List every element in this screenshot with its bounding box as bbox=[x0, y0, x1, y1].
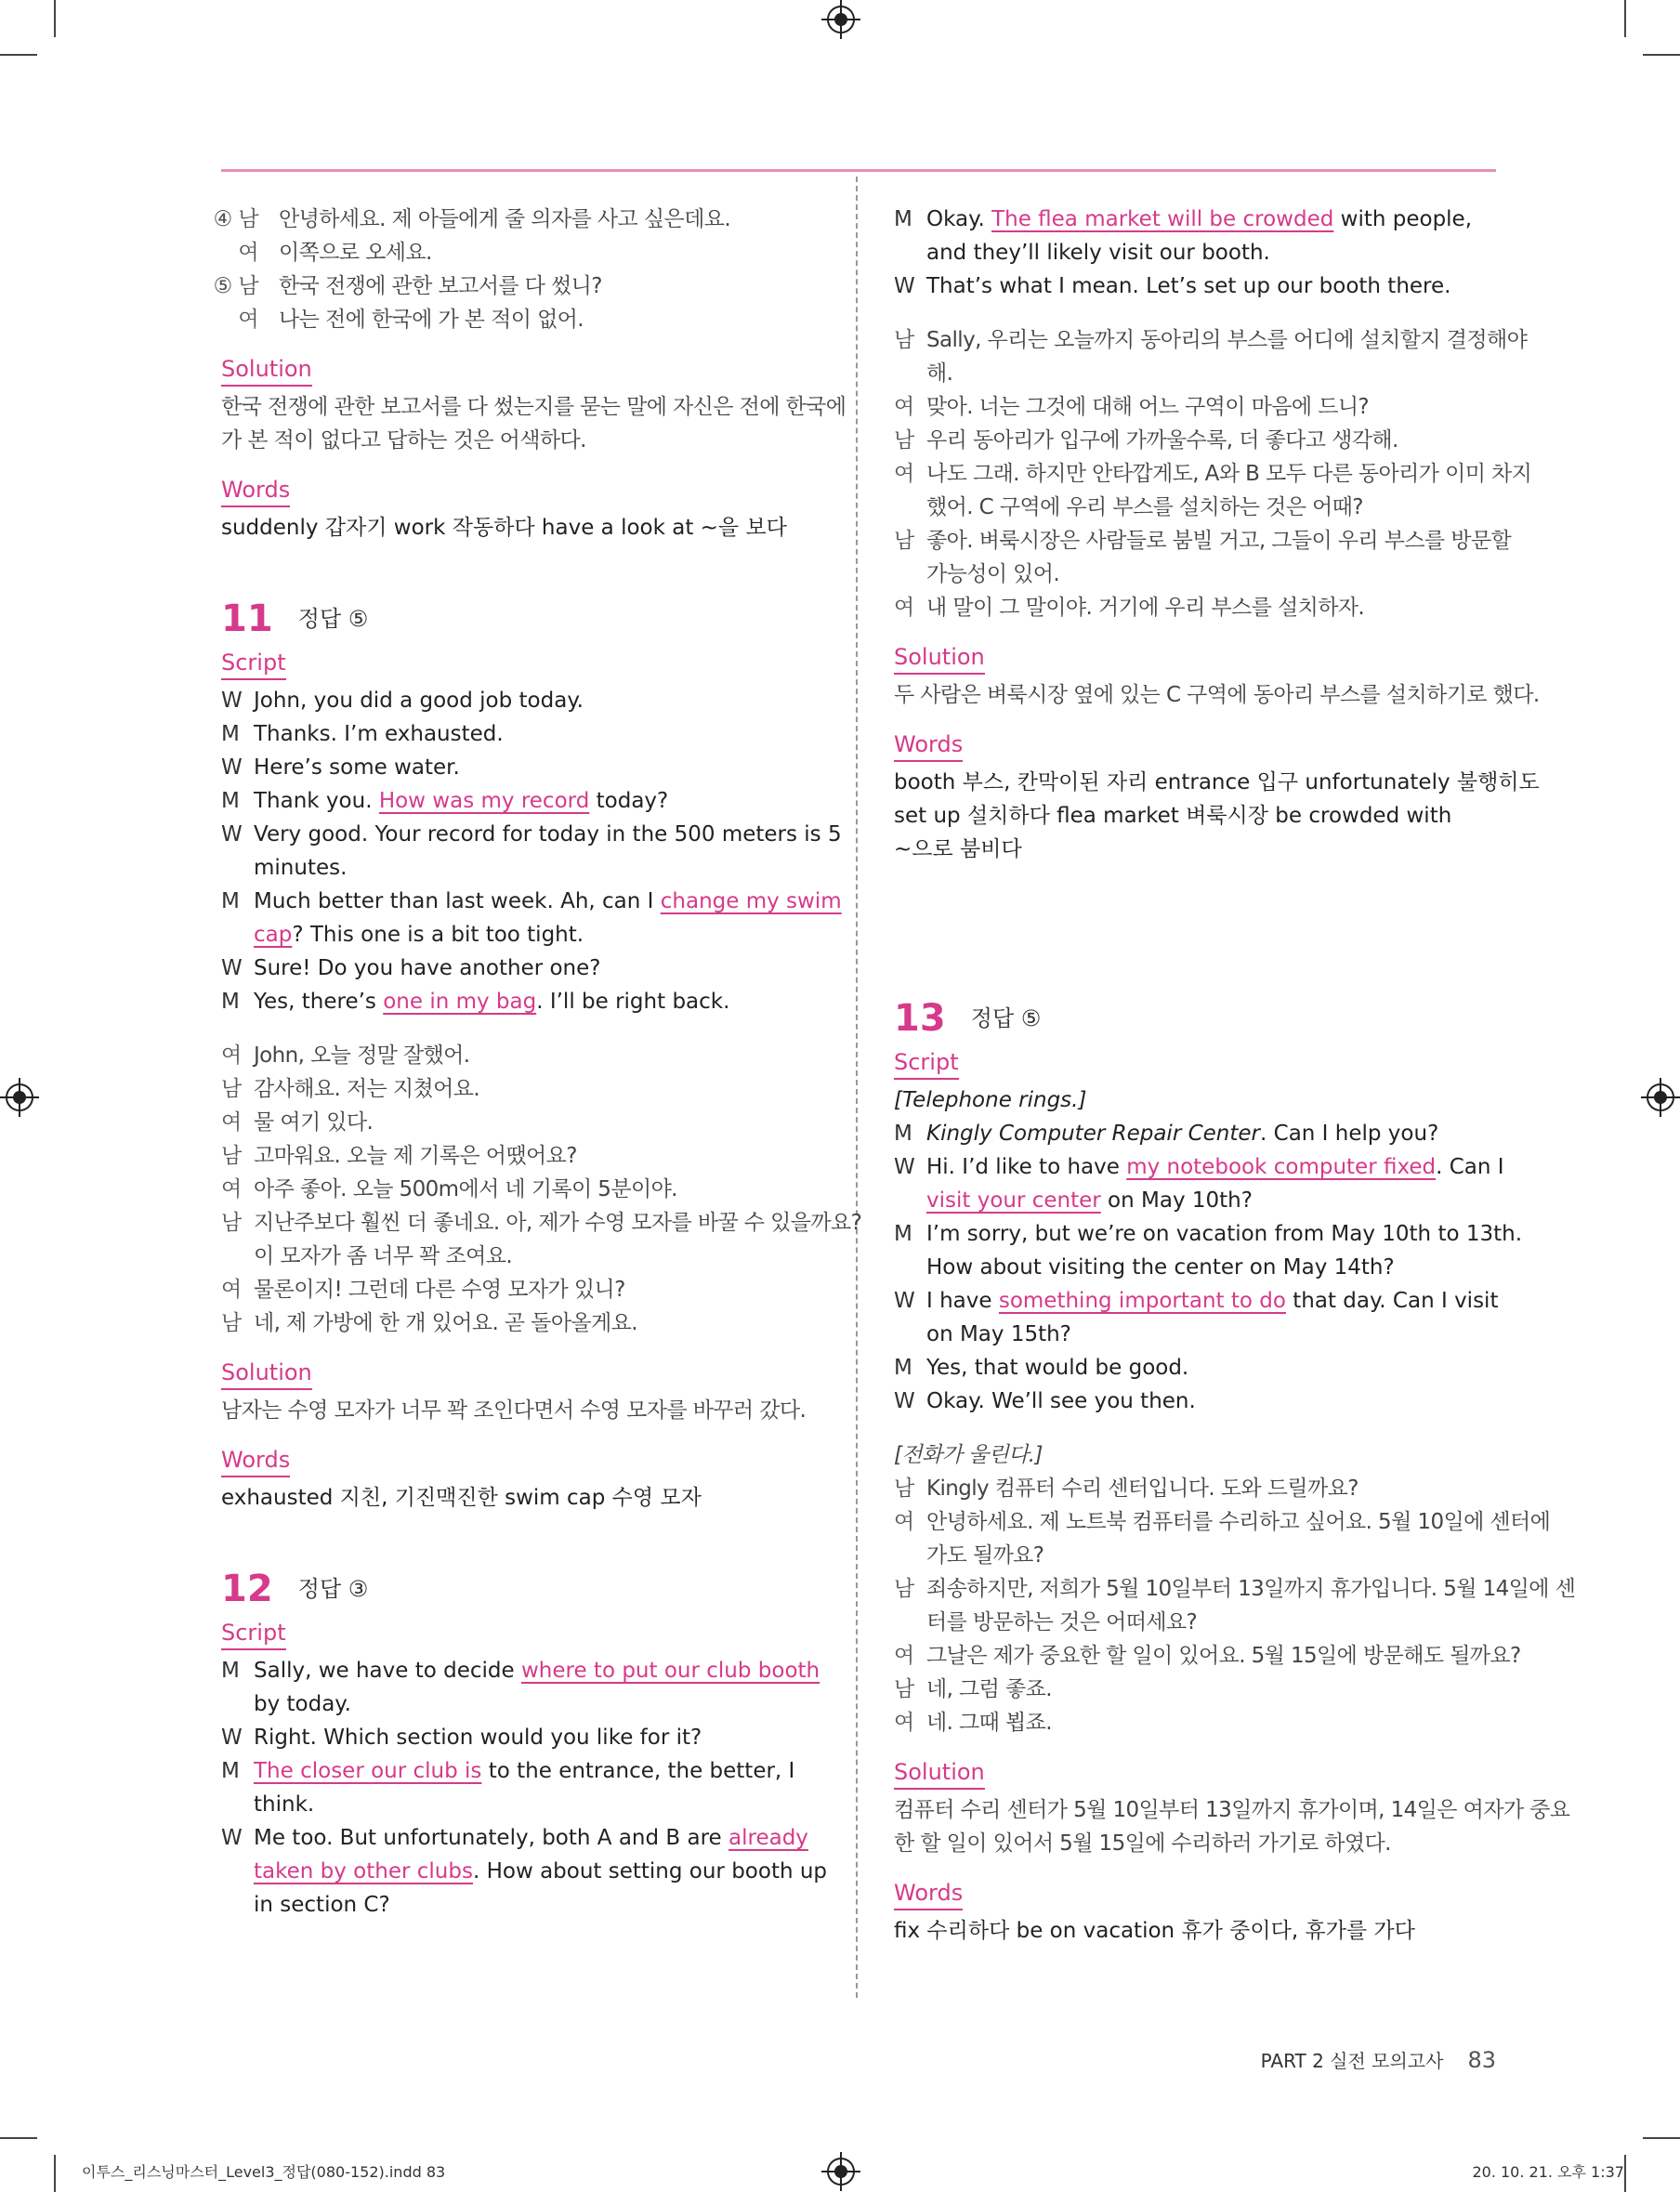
korean-line bbox=[894, 524, 1512, 558]
script-text: ? This one is a bit too tight. bbox=[292, 923, 584, 947]
korean-line bbox=[894, 323, 1528, 357]
answer-label: 정답 ⑤ bbox=[970, 1004, 1042, 1031]
script-text: Much better than last week. Ah, can I bbox=[254, 889, 661, 913]
highlighted-phrase: one in my bag bbox=[383, 990, 537, 1014]
speaker-label: W bbox=[221, 1726, 243, 1750]
section-label-solution: Solution bbox=[221, 1357, 312, 1390]
words-text: fix 수리하다 be on vacation 휴가 중이다, 휴가를 가다 bbox=[894, 1919, 1415, 1943]
script-line bbox=[894, 236, 1496, 269]
korean-line bbox=[213, 203, 822, 236]
script-line bbox=[894, 1117, 1496, 1150]
korean-text: Sally, 우리는 오늘까지 동아리의 부스를 어디에 설치할지 결정해야 bbox=[926, 328, 1528, 352]
korean-text: 감사해요. 저는 지쳤어요. bbox=[254, 1077, 480, 1101]
korean-stage-direction: [전화가 울린다.] bbox=[894, 1443, 1043, 1467]
crop-mark bbox=[54, 2155, 56, 2192]
registration-mark-icon bbox=[6, 1083, 33, 1111]
script-line bbox=[221, 985, 822, 1018]
print-slug-filename: 이투스_리스닝마스터_Level3_정답(080-152).indd 83 bbox=[82, 2163, 446, 2181]
script-text: in section C? bbox=[254, 1893, 390, 1917]
korean-text: 네, 그럼 좋죠. bbox=[926, 1677, 1052, 1701]
section-label-script: Script bbox=[221, 1617, 286, 1650]
korean-translation-block bbox=[894, 1472, 1576, 1739]
speaker-label: W bbox=[221, 1826, 243, 1850]
speaker-label: W bbox=[221, 822, 243, 847]
speaker-label: W bbox=[221, 689, 243, 713]
speaker-label: M bbox=[221, 722, 240, 746]
speaker-label: 여 bbox=[221, 1177, 242, 1201]
korean-text: 이 모자가 좀 너무 꽉 조여요. bbox=[254, 1244, 513, 1268]
speaker-label: 여 bbox=[238, 241, 258, 265]
script-line bbox=[894, 1184, 1496, 1217]
answer-label: 정답 ③ bbox=[297, 1575, 369, 1602]
script-line bbox=[221, 885, 842, 918]
script-block bbox=[221, 1654, 828, 1922]
stage-direction: [Telephone rings.] bbox=[894, 1088, 1087, 1112]
korean-line bbox=[894, 357, 1496, 390]
speaker-label: 여 bbox=[894, 1510, 914, 1534]
speaker-label: M bbox=[894, 1356, 912, 1380]
speaker-label: 남 bbox=[894, 1477, 914, 1501]
script-block-continued bbox=[894, 203, 1496, 303]
korean-line bbox=[221, 1273, 822, 1306]
script-text: John, you did a good job today. bbox=[254, 689, 584, 713]
speaker-label: 여 bbox=[894, 462, 914, 486]
question-number: 11 bbox=[221, 597, 273, 640]
crop-mark bbox=[1643, 54, 1680, 56]
script-line bbox=[894, 1284, 1499, 1318]
speaker-label: M bbox=[894, 1122, 912, 1146]
script-text: and they’ll likely visit our booth. bbox=[926, 241, 1270, 265]
answer-label: 정답 ⑤ bbox=[297, 605, 369, 632]
crop-mark bbox=[0, 2137, 37, 2139]
script-text: minutes. bbox=[254, 856, 348, 880]
crop-mark bbox=[1643, 2137, 1680, 2139]
question-number: 12 bbox=[221, 1567, 273, 1610]
korean-text: 좋아. 벼룩시장은 사람들로 붐빌 거고, 그들이 우리 부스를 방문할 bbox=[926, 529, 1512, 553]
speaker-label: 남 bbox=[221, 1211, 242, 1235]
script-text: on May 15th? bbox=[926, 1322, 1071, 1346]
korean-translation-block bbox=[894, 323, 1532, 624]
highlighted-phrase: something important to do bbox=[998, 1289, 1286, 1313]
speaker-label: 여 bbox=[894, 395, 914, 419]
registration-mark-icon bbox=[827, 2158, 855, 2185]
korean-line bbox=[894, 1639, 1521, 1673]
solution-text: 가 본 적이 없다고 답하는 것은 어색하다. bbox=[221, 428, 586, 453]
korean-line bbox=[221, 1240, 822, 1273]
script-line bbox=[221, 952, 822, 985]
registration-mark-icon bbox=[1647, 1083, 1674, 1111]
solution-text: 남자는 수영 모자가 너무 꽉 조인다면서 수영 모자를 바꾸러 갔다. bbox=[221, 1398, 807, 1423]
registration-mark-icon bbox=[827, 6, 855, 33]
speaker-label: M bbox=[894, 207, 912, 231]
script-text: That’s what I mean. Let’s set up our booth there. bbox=[926, 274, 1451, 298]
script-text: Okay. bbox=[926, 207, 992, 231]
script-text: Thank you. bbox=[254, 789, 379, 813]
question-header-12 bbox=[221, 1561, 822, 1615]
script-text: . How about setting our booth up bbox=[472, 1859, 828, 1884]
script-text: Thanks. I’m exhausted. bbox=[254, 722, 504, 746]
korean-text: 그날은 제가 중요한 할 일이 있어요. 5월 15일에 방문해도 될까요? bbox=[926, 1644, 1521, 1668]
korean-line bbox=[894, 1673, 1496, 1706]
crop-mark bbox=[1624, 2155, 1626, 2192]
section-label-script: Script bbox=[221, 647, 286, 680]
script-line bbox=[894, 1385, 1496, 1418]
speaker-label: 여 bbox=[221, 1110, 242, 1135]
korean-line bbox=[894, 558, 1496, 591]
korean-line bbox=[894, 1539, 1496, 1572]
script-block bbox=[221, 684, 842, 1018]
script-line bbox=[221, 1788, 822, 1821]
speaker-label: W bbox=[894, 1155, 915, 1179]
print-slug-timestamp: 20. 10. 21. 오후 1:37 bbox=[1472, 2163, 1624, 2181]
korean-line bbox=[221, 236, 822, 269]
section-label-script: Script bbox=[894, 1046, 959, 1080]
crop-mark bbox=[1624, 0, 1626, 37]
korean-line bbox=[894, 424, 1496, 457]
korean-line bbox=[221, 1306, 822, 1340]
words-text: booth 부스, 칸막이된 자리 entrance 입구 unfortunately 불행히도 bbox=[894, 770, 1540, 794]
korean-text: 지난주보다 훨씬 더 좋네요. 아, 제가 수영 모자를 바꿀 수 있을까요? bbox=[254, 1211, 862, 1235]
speaker-label: 남 bbox=[221, 1077, 242, 1101]
speaker-label: 여 bbox=[221, 1043, 242, 1068]
highlighted-phrase: The closer our club is bbox=[254, 1759, 482, 1783]
script-text: I have bbox=[926, 1289, 999, 1313]
speaker-label: M bbox=[221, 1759, 240, 1783]
header-rule bbox=[221, 169, 1496, 172]
script-text: Yes, that would be good. bbox=[926, 1356, 1189, 1380]
korean-text: 물론이지! 그런데 다른 수영 모자가 있니? bbox=[254, 1278, 625, 1302]
korean-text: 네. 그때 뵙죠. bbox=[926, 1711, 1052, 1735]
speaker-label: M bbox=[221, 889, 240, 913]
script-line bbox=[221, 1754, 822, 1788]
speaker-label: 남 bbox=[894, 1677, 914, 1701]
words-text: ~으로 붐비다 bbox=[894, 837, 1022, 861]
korean-line bbox=[894, 1505, 1551, 1539]
question-number: 13 bbox=[894, 996, 946, 1040]
script-text: How about visiting the center on May 14th? bbox=[926, 1255, 1395, 1280]
right-column bbox=[894, 203, 1576, 1948]
korean-line bbox=[894, 1606, 1496, 1639]
script-line bbox=[221, 818, 842, 851]
script-line bbox=[221, 684, 822, 717]
script-line bbox=[221, 751, 822, 784]
korean-line bbox=[213, 269, 822, 303]
part-title: PART 2 실전 모의고사 bbox=[1260, 2050, 1444, 2072]
prev-question-korean bbox=[213, 203, 822, 336]
script-text: Sure! Do you have another one? bbox=[254, 956, 601, 980]
korean-text: 터를 방문하는 것은 어떠세요? bbox=[926, 1610, 1198, 1634]
korean-text: 고마워요. 오늘 제 기록은 어땠어요? bbox=[254, 1144, 577, 1168]
speaker-label: 남 bbox=[894, 529, 914, 553]
speaker-label: W bbox=[894, 1289, 915, 1313]
script-line bbox=[221, 717, 822, 751]
korean-text: 아주 좋아. 오늘 500m에서 네 기록이 5분이야. bbox=[254, 1177, 677, 1201]
script-text: by today. bbox=[254, 1692, 351, 1716]
korean-line bbox=[894, 591, 1496, 624]
korean-line bbox=[221, 1139, 822, 1173]
script-line bbox=[894, 1217, 1523, 1251]
speaker-label: 남 bbox=[894, 1577, 914, 1601]
section-label-words: Words bbox=[894, 1877, 963, 1910]
section-label-solution: Solution bbox=[221, 353, 312, 387]
speaker-label: ⑤ 남 bbox=[213, 274, 258, 298]
korean-line bbox=[221, 1206, 862, 1240]
script-text: to the entrance, the better, I bbox=[481, 1759, 795, 1783]
korean-text: 네, 제 가방에 한 개 있어요. 곧 돌아올게요. bbox=[254, 1311, 637, 1335]
script-text: Very good. Your record for today in the 500 meters is 5 bbox=[254, 822, 842, 847]
solution-text: 한국 전쟁에 관한 보고서를 다 썼는지를 묻는 말에 자신은 전에 한국에 bbox=[221, 395, 847, 419]
script-text: Okay. We’ll see you then. bbox=[926, 1389, 1196, 1413]
korean-text: 나는 전에 한국에 가 본 적이 없어. bbox=[279, 308, 584, 332]
script-text: on May 10th? bbox=[1100, 1188, 1253, 1213]
korean-text: 물 여기 있다. bbox=[254, 1110, 374, 1135]
speaker-label: 남 bbox=[894, 428, 914, 453]
script-text: Me too. But unfortunately, both A and B are bbox=[254, 1826, 729, 1850]
korean-line bbox=[894, 1572, 1576, 1606]
korean-text: John, 오늘 정말 잘했어. bbox=[254, 1043, 470, 1068]
script-line bbox=[894, 203, 1496, 236]
highlighted-phrase: How was my record bbox=[378, 789, 590, 813]
script-block bbox=[894, 1117, 1523, 1418]
script-line bbox=[894, 1251, 1496, 1284]
section-label-solution: Solution bbox=[894, 1756, 985, 1790]
script-text: Hi. I’d like to have bbox=[926, 1155, 1127, 1179]
question-header-11 bbox=[221, 591, 822, 645]
solution-text: 컴퓨터 수리 센터가 5월 10일부터 13일까지 휴가이며, 14일은 여자가 중요 bbox=[894, 1798, 1570, 1822]
speaker-label: 여 bbox=[894, 1711, 914, 1735]
section-label-words: Words bbox=[221, 1444, 290, 1477]
highlighted-phrase: taken by other clubs bbox=[254, 1859, 473, 1884]
speaker-label: M bbox=[894, 1222, 912, 1246]
korean-text: 이쪽으로 오세요. bbox=[279, 241, 432, 265]
korean-text: 맞아. 너는 그것에 대해 어느 구역이 마음에 드니? bbox=[926, 395, 1370, 419]
korean-line bbox=[894, 1706, 1496, 1739]
script-line bbox=[221, 1654, 822, 1687]
footer-part-label bbox=[1261, 2046, 1496, 2073]
script-text: Right. Which section would you like for it? bbox=[254, 1726, 702, 1750]
question-header-13 bbox=[894, 991, 1496, 1044]
script-line bbox=[221, 1687, 822, 1721]
speaker-label: M bbox=[221, 1659, 240, 1683]
highlighted-phrase: cap bbox=[254, 923, 293, 947]
script-line bbox=[221, 918, 822, 952]
speaker-label: 남 bbox=[221, 1311, 242, 1335]
script-text: with people, bbox=[1333, 207, 1473, 231]
section-label-words: Words bbox=[221, 474, 290, 507]
solution-text: 한 할 일이 있어서 5월 15일에 수리하러 가기로 하였다. bbox=[894, 1831, 1391, 1856]
korean-line bbox=[221, 1072, 822, 1106]
script-line bbox=[221, 784, 822, 818]
speaker-label: M bbox=[221, 990, 240, 1014]
script-line bbox=[221, 1721, 822, 1754]
korean-text: 했어. C 구역에 우리 부스를 설치하는 것은 어때? bbox=[926, 495, 1363, 519]
script-text: Kingly Computer Repair Center bbox=[926, 1122, 1261, 1146]
speaker-label: W bbox=[221, 755, 243, 780]
korean-line bbox=[221, 1173, 822, 1206]
speaker-label: W bbox=[894, 1389, 915, 1413]
script-line bbox=[894, 269, 1496, 303]
column-divider bbox=[856, 177, 858, 1998]
highlighted-phrase: The flea market will be crowded bbox=[991, 207, 1334, 231]
korean-line bbox=[894, 390, 1496, 424]
section-label-words: Words bbox=[894, 728, 963, 762]
left-column bbox=[213, 203, 862, 1922]
script-line bbox=[894, 1351, 1496, 1385]
crop-mark bbox=[0, 54, 37, 56]
korean-text: 우리 동아리가 입구에 가까울수록, 더 좋다고 생각해. bbox=[926, 428, 1398, 453]
speaker-label: 여 bbox=[894, 1644, 914, 1668]
script-text: Sally, we have to decide bbox=[254, 1659, 521, 1683]
highlighted-phrase: change my swim bbox=[660, 889, 842, 913]
speaker-label: 남 bbox=[221, 1144, 242, 1168]
script-line bbox=[221, 851, 822, 885]
script-text: Yes, there’s bbox=[254, 990, 384, 1014]
speaker-label: ④ 남 bbox=[213, 207, 258, 231]
highlighted-phrase: visit your center bbox=[926, 1188, 1101, 1213]
korean-line bbox=[894, 491, 1496, 524]
korean-line bbox=[221, 1106, 822, 1139]
speaker-label: 여 bbox=[894, 596, 914, 620]
crop-mark bbox=[54, 0, 56, 37]
script-line bbox=[221, 1888, 822, 1922]
script-text: I’m sorry, but we’re on vacation from May 10th to 13th. bbox=[926, 1222, 1523, 1246]
speaker-label: W bbox=[221, 956, 243, 980]
script-text: . I’ll be right back. bbox=[536, 990, 730, 1014]
highlighted-phrase: already bbox=[728, 1826, 808, 1850]
korean-line bbox=[221, 1039, 822, 1072]
korean-line bbox=[221, 303, 822, 336]
speaker-label: 남 bbox=[894, 328, 914, 352]
page-number: 83 bbox=[1467, 2047, 1496, 2073]
korean-translation-block bbox=[221, 1039, 862, 1340]
script-text: Here’s some water. bbox=[254, 755, 460, 780]
words-text: suddenly 갑자기 work 작동하다 have a look at ~을 보다 bbox=[221, 516, 787, 540]
script-text: that day. Can I visit bbox=[1285, 1289, 1499, 1313]
korean-text: 가능성이 있어. bbox=[926, 562, 1060, 586]
korean-line bbox=[894, 457, 1532, 491]
speaker-label: W bbox=[894, 274, 915, 298]
script-line bbox=[894, 1318, 1496, 1351]
korean-text: 내 말이 그 말이야. 거기에 우리 부스를 설치하자. bbox=[926, 596, 1365, 620]
korean-text: 나도 그래. 하지만 안타깝게도, A와 B 모두 다른 동아리가 이미 차지 bbox=[926, 462, 1532, 486]
korean-text: 안녕하세요. 제 노트북 컴퓨터를 수리하고 싶어요. 5월 10일에 센터에 bbox=[926, 1510, 1551, 1534]
words-text: set up 설치하다 flea market 벼룩시장 be crowded with bbox=[894, 804, 1452, 828]
highlighted-phrase: my notebook computer fixed bbox=[1126, 1155, 1437, 1179]
section-label-solution: Solution bbox=[894, 641, 985, 675]
words-text: exhausted 지친, 기진맥진한 swim cap 수영 모자 bbox=[221, 1486, 702, 1510]
speaker-label: 여 bbox=[238, 308, 258, 332]
korean-text: 한국 전쟁에 관한 보고서를 다 썼니? bbox=[279, 274, 602, 298]
korean-text: 가도 될까요? bbox=[926, 1543, 1044, 1568]
script-line bbox=[221, 1821, 822, 1855]
korean-line bbox=[894, 1472, 1496, 1505]
korean-text: 해. bbox=[926, 361, 953, 386]
korean-text: 안녕하세요. 제 아들에게 줄 의자를 사고 싶은데요. bbox=[279, 207, 731, 231]
korean-text: Kingly 컴퓨터 수리 센터입니다. 도와 드릴까요? bbox=[926, 1477, 1358, 1501]
script-line bbox=[221, 1855, 828, 1888]
speaker-label: M bbox=[221, 789, 240, 813]
script-line bbox=[894, 1150, 1504, 1184]
korean-text: 죄송하지만, 저희가 5월 10일부터 13일까지 휴가입니다. 5월 14일에 센 bbox=[926, 1577, 1576, 1601]
speaker-label: 여 bbox=[221, 1278, 242, 1302]
script-text: think. bbox=[254, 1792, 315, 1817]
solution-text: 두 사람은 벼룩시장 옆에 있는 C 구역에 동아리 부스를 설치하기로 했다. bbox=[894, 683, 1540, 707]
highlighted-phrase: where to put our club booth bbox=[520, 1659, 820, 1683]
script-text: . Can I help you? bbox=[1260, 1122, 1439, 1146]
script-text: . Can I bbox=[1436, 1155, 1504, 1179]
script-text: today? bbox=[589, 789, 669, 813]
